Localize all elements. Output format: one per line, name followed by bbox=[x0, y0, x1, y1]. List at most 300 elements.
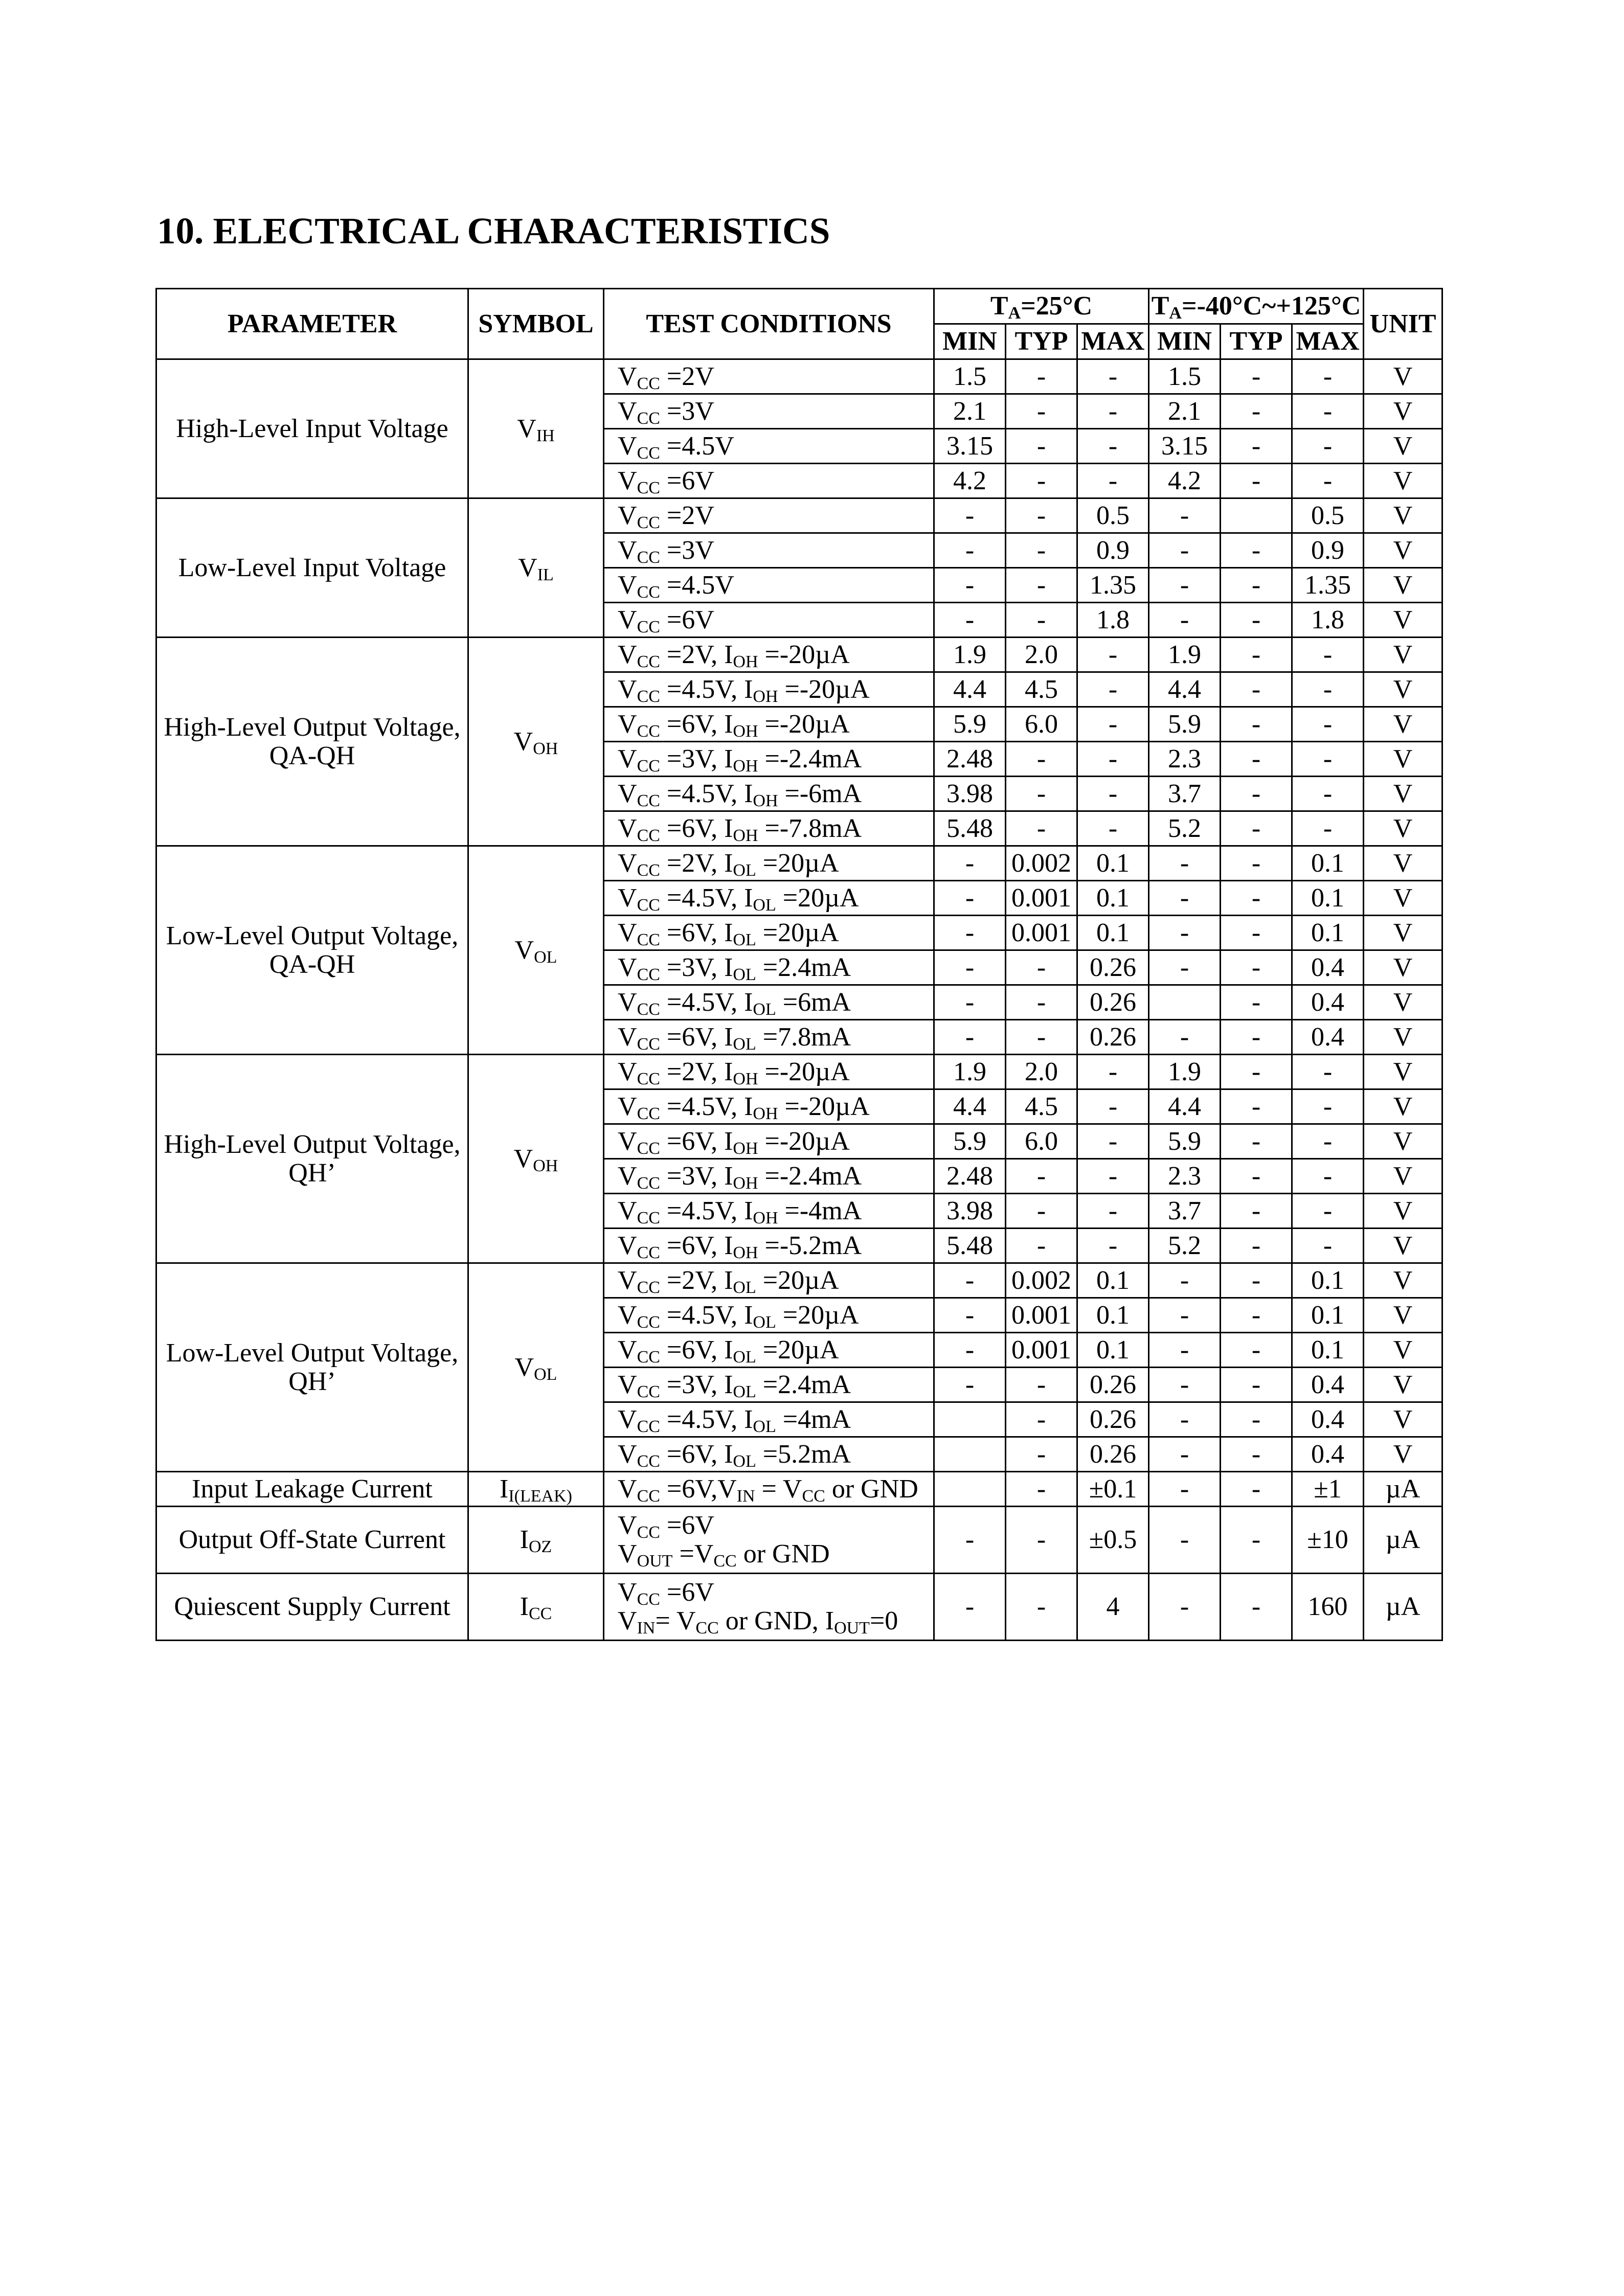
value-cell-min-25c: 4.2 bbox=[934, 464, 1006, 498]
value-cell-min-25c: 5.48 bbox=[934, 811, 1006, 846]
value-cell-max-25c: 0.1 bbox=[1077, 1263, 1149, 1298]
value-cell-typ-range: - bbox=[1221, 742, 1292, 777]
value-cell-min-range: - bbox=[1149, 1333, 1221, 1368]
value-cell-typ-range: - bbox=[1221, 533, 1292, 568]
test-condition-cell: $V_{CC} =6V,V_{IN} = V_{CC}$ or GND bbox=[604, 1472, 934, 1507]
test-condition-cell: $V_{CC} =2V$, $I_{OH} =-20\mu A$ bbox=[604, 638, 934, 672]
value-cell-min-range: 5.2 bbox=[1149, 1229, 1221, 1263]
table-row bbox=[156, 498, 1442, 533]
value-cell-typ-25c: - bbox=[1006, 533, 1077, 568]
value-cell-min-range: - bbox=[1149, 1402, 1221, 1437]
value-cell-min-range: - bbox=[1149, 533, 1221, 568]
value-cell-typ-range: - bbox=[1221, 1124, 1292, 1159]
table-row bbox=[156, 846, 1442, 881]
test-condition-cell: $V_{CC} =3V$, $I_{OH} =-2.4mA$ bbox=[604, 1159, 934, 1194]
header-ta-range: $T_A=-40^\circ C\sim+125^\circ C$ bbox=[1149, 289, 1364, 324]
table-row bbox=[156, 1055, 1442, 1089]
value-cell-typ-range: - bbox=[1221, 985, 1292, 1020]
value-cell-typ-25c: - bbox=[1006, 950, 1077, 985]
unit-cell: V bbox=[1364, 1159, 1442, 1194]
value-cell-max-25c: 0.26 bbox=[1077, 1020, 1149, 1055]
value-cell-typ-25c: 2.0 bbox=[1006, 1055, 1077, 1089]
parameter-cell: Low-Level Output Voltage, QA-QH bbox=[156, 846, 468, 1055]
symbol-cell: $I_{CC}$ bbox=[468, 1574, 604, 1641]
test-condition-cell: $V_{CC} =2V$, $I_{OH} =-20\mu A$ bbox=[604, 1055, 934, 1089]
value-cell-typ-range: - bbox=[1221, 672, 1292, 707]
electrical-characteristics-table bbox=[155, 288, 1443, 1641]
unit-cell: V bbox=[1364, 498, 1442, 533]
parameter-cell: Output Off-State Current bbox=[156, 1507, 468, 1574]
value-cell-max-25c: 0.26 bbox=[1077, 1402, 1149, 1437]
parameter-cell: Quiescent Supply Current bbox=[156, 1574, 468, 1641]
value-cell-min-range: 3.15 bbox=[1149, 429, 1221, 464]
test-condition-cell: $V_{CC} =3V$, $I_{OH} =-2.4mA$ bbox=[604, 742, 934, 777]
value-cell-typ-25c: 0.001 bbox=[1006, 916, 1077, 950]
value-cell-min-25c: - bbox=[934, 1263, 1006, 1298]
value-cell-min-25c: 1.5 bbox=[934, 359, 1006, 394]
value-cell-max-25c: - bbox=[1077, 1089, 1149, 1124]
value-cell-typ-25c: 2.0 bbox=[1006, 638, 1077, 672]
unit-cell: V bbox=[1364, 429, 1442, 464]
unit-cell: V bbox=[1364, 1229, 1442, 1263]
value-cell-max-range: - bbox=[1292, 742, 1364, 777]
value-cell-min-25c bbox=[934, 1402, 1006, 1437]
test-condition-cell: $V_{CC} =3V$ bbox=[604, 533, 934, 568]
unit-cell: V bbox=[1364, 533, 1442, 568]
unit-cell: µA bbox=[1364, 1472, 1442, 1507]
value-cell-typ-25c: - bbox=[1006, 811, 1077, 846]
value-cell-typ-range: - bbox=[1221, 1472, 1292, 1507]
value-cell-max-range: - bbox=[1292, 672, 1364, 707]
value-cell-min-range: - bbox=[1149, 1298, 1221, 1333]
value-cell-min-25c: 3.98 bbox=[934, 777, 1006, 811]
value-cell-min-range: - bbox=[1149, 1437, 1221, 1472]
test-condition-cell: $V_{CC} =6V$, $I_{OL} =20\mu A$ bbox=[604, 1333, 934, 1368]
value-cell-max-25c: 0.5 bbox=[1077, 498, 1149, 533]
value-cell-min-range: 5.9 bbox=[1149, 1124, 1221, 1159]
header-parameter: PARAMETER bbox=[156, 289, 468, 359]
value-cell-typ-25c: 0.001 bbox=[1006, 1333, 1077, 1368]
value-cell-typ-25c: - bbox=[1006, 498, 1077, 533]
value-cell-typ-25c: 0.002 bbox=[1006, 846, 1077, 881]
table-row bbox=[156, 359, 1442, 394]
value-cell-min-25c: - bbox=[934, 1333, 1006, 1368]
test-condition-cell: $V_{CC} =4.5V$, $I_{OL} =20\mu A$ bbox=[604, 1298, 934, 1333]
unit-cell: V bbox=[1364, 707, 1442, 742]
test-condition-cell: $V_{CC} =4.5V$, $I_{OL} =6mA$ bbox=[604, 985, 934, 1020]
parameter-cell: High-Level Output Voltage, QH’ bbox=[156, 1055, 468, 1263]
table-row bbox=[156, 1574, 1442, 1641]
header-max: MAX bbox=[1292, 324, 1364, 359]
unit-cell: V bbox=[1364, 1437, 1442, 1472]
value-cell-max-range: - bbox=[1292, 707, 1364, 742]
value-cell-typ-range: - bbox=[1221, 846, 1292, 881]
value-cell-typ-range: - bbox=[1221, 1333, 1292, 1368]
value-cell-min-25c: 2.1 bbox=[934, 394, 1006, 429]
value-cell-max-range: - bbox=[1292, 394, 1364, 429]
value-cell-min-range: 1.9 bbox=[1149, 1055, 1221, 1089]
value-cell-max-range: 0.1 bbox=[1292, 846, 1364, 881]
value-cell-min-25c: - bbox=[934, 603, 1006, 638]
value-cell-min-25c: 1.9 bbox=[934, 638, 1006, 672]
symbol-cell: $I_{I(LEAK)}$ bbox=[468, 1472, 604, 1507]
test-condition-cell: $V_{CC} =6V$ bbox=[604, 603, 934, 638]
test-condition-cell: $V_{CC} =3V$, $I_{OL} =2.4mA$ bbox=[604, 950, 934, 985]
value-cell-min-25c: - bbox=[934, 533, 1006, 568]
symbol-cell: $V_{OL}$ bbox=[468, 1263, 604, 1472]
value-cell-min-25c: - bbox=[934, 950, 1006, 985]
value-cell-max-25c: - bbox=[1077, 1124, 1149, 1159]
header-max: MAX bbox=[1077, 324, 1149, 359]
value-cell-max-range: - bbox=[1292, 1229, 1364, 1263]
value-cell-min-25c: - bbox=[934, 846, 1006, 881]
value-cell-max-25c: 0.1 bbox=[1077, 916, 1149, 950]
value-cell-max-range: 0.4 bbox=[1292, 1402, 1364, 1437]
value-cell-min-range: 1.5 bbox=[1149, 359, 1221, 394]
header-min: MIN bbox=[1149, 324, 1221, 359]
value-cell-typ-25c: - bbox=[1006, 1194, 1077, 1229]
value-cell-typ-range: - bbox=[1221, 1298, 1292, 1333]
value-cell-typ-25c: - bbox=[1006, 1402, 1077, 1437]
value-cell-max-25c: ±0.5 bbox=[1077, 1507, 1149, 1574]
value-cell-max-range: ±10 bbox=[1292, 1507, 1364, 1574]
value-cell-max-range: - bbox=[1292, 464, 1364, 498]
parameter-cell: High-Level Input Voltage bbox=[156, 359, 468, 498]
value-cell-min-25c: - bbox=[934, 881, 1006, 916]
test-condition-cell: $V_{CC} =4.5V$, $I_{OL} =20\mu A$ bbox=[604, 881, 934, 916]
test-condition-cell: $V_{CC} =4.5V$, $I_{OH} =-4mA$ bbox=[604, 1194, 934, 1229]
header-typ: TYP bbox=[1221, 324, 1292, 359]
value-cell-min-25c: - bbox=[934, 568, 1006, 603]
unit-cell: µA bbox=[1364, 1574, 1442, 1641]
value-cell-typ-range bbox=[1221, 498, 1292, 533]
value-cell-min-range: - bbox=[1149, 1574, 1221, 1641]
value-cell-min-range: - bbox=[1149, 950, 1221, 985]
unit-cell: V bbox=[1364, 464, 1442, 498]
test-condition-cell: $V_{CC} =6V$, $I_{OH} =-7.8mA$ bbox=[604, 811, 934, 846]
value-cell-min-25c: - bbox=[934, 1574, 1006, 1641]
value-cell-min-25c: 2.48 bbox=[934, 1159, 1006, 1194]
header-ta-25c: $T_A=25^\circ C$ bbox=[934, 289, 1149, 324]
value-cell-min-range: - bbox=[1149, 881, 1221, 916]
value-cell-min-range: - bbox=[1149, 1507, 1221, 1574]
test-condition-cell: $V_{CC} =6V$, $I_{OH} =-20\mu A$ bbox=[604, 707, 934, 742]
value-cell-max-range: 0.1 bbox=[1292, 1298, 1364, 1333]
unit-cell: V bbox=[1364, 568, 1442, 603]
unit-cell: V bbox=[1364, 950, 1442, 985]
value-cell-max-range: 0.1 bbox=[1292, 916, 1364, 950]
test-condition-cell: $V_{CC} =6V$ $V_{IN}= V_{CC}$ or GND, $I_{OUT}=0$ bbox=[604, 1574, 934, 1641]
value-cell-min-range: - bbox=[1149, 846, 1221, 881]
value-cell-typ-range: - bbox=[1221, 638, 1292, 672]
value-cell-typ-range: - bbox=[1221, 568, 1292, 603]
value-cell-max-25c: - bbox=[1077, 1194, 1149, 1229]
value-cell-typ-25c: - bbox=[1006, 1472, 1077, 1507]
value-cell-max-25c: 0.26 bbox=[1077, 950, 1149, 985]
value-cell-min-25c: - bbox=[934, 985, 1006, 1020]
value-cell-typ-range: - bbox=[1221, 1368, 1292, 1402]
value-cell-typ-25c: - bbox=[1006, 1229, 1077, 1263]
value-cell-min-25c: 4.4 bbox=[934, 672, 1006, 707]
value-cell-typ-range: - bbox=[1221, 811, 1292, 846]
value-cell-max-25c: - bbox=[1077, 1159, 1149, 1194]
value-cell-typ-25c: 6.0 bbox=[1006, 1124, 1077, 1159]
value-cell-typ-25c: - bbox=[1006, 603, 1077, 638]
unit-cell: V bbox=[1364, 1124, 1442, 1159]
value-cell-max-25c: 0.9 bbox=[1077, 533, 1149, 568]
value-cell-min-25c bbox=[934, 1472, 1006, 1507]
value-cell-max-range: 160 bbox=[1292, 1574, 1364, 1641]
value-cell-max-25c: 0.1 bbox=[1077, 881, 1149, 916]
header-unit: UNIT bbox=[1364, 289, 1442, 359]
value-cell-min-25c: 4.4 bbox=[934, 1089, 1006, 1124]
parameter-cell: High-Level Output Voltage, QA-QH bbox=[156, 638, 468, 846]
parameter-cell: Low-Level Input Voltage bbox=[156, 498, 468, 638]
value-cell-max-range: 0.4 bbox=[1292, 985, 1364, 1020]
value-cell-min-range: 5.2 bbox=[1149, 811, 1221, 846]
value-cell-typ-range: - bbox=[1221, 881, 1292, 916]
value-cell-typ-range: - bbox=[1221, 429, 1292, 464]
value-cell-max-25c: 0.26 bbox=[1077, 1437, 1149, 1472]
test-condition-cell: $V_{CC} =6V$, $I_{OL} =5.2mA$ bbox=[604, 1437, 934, 1472]
test-condition-cell: $V_{CC} =4.5V$, $I_{OL} =4mA$ bbox=[604, 1402, 934, 1437]
value-cell-typ-25c: 0.002 bbox=[1006, 1263, 1077, 1298]
value-cell-min-range: - bbox=[1149, 568, 1221, 603]
value-cell-min-range: 2.1 bbox=[1149, 394, 1221, 429]
unit-cell: V bbox=[1364, 916, 1442, 950]
test-condition-cell: $V_{CC} =2V$, $I_{OL} =20\mu A$ bbox=[604, 1263, 934, 1298]
value-cell-typ-25c: 6.0 bbox=[1006, 707, 1077, 742]
table-body bbox=[156, 359, 1442, 1641]
unit-cell: V bbox=[1364, 1263, 1442, 1298]
value-cell-typ-range: - bbox=[1221, 1194, 1292, 1229]
table-row bbox=[156, 1472, 1442, 1507]
value-cell-max-range: - bbox=[1292, 1194, 1364, 1229]
symbol-cell: $I_{OZ}$ bbox=[468, 1507, 604, 1574]
unit-cell: V bbox=[1364, 1368, 1442, 1402]
value-cell-max-range: - bbox=[1292, 777, 1364, 811]
test-condition-cell: $V_{CC} =2V$, $I_{OL} =20\mu A$ bbox=[604, 846, 934, 881]
unit-cell: V bbox=[1364, 359, 1442, 394]
value-cell-max-range: 0.9 bbox=[1292, 533, 1364, 568]
unit-cell: V bbox=[1364, 1020, 1442, 1055]
value-cell-min-25c: 3.15 bbox=[934, 429, 1006, 464]
value-cell-min-25c: 2.48 bbox=[934, 742, 1006, 777]
value-cell-typ-range: - bbox=[1221, 359, 1292, 394]
value-cell-typ-range: - bbox=[1221, 1263, 1292, 1298]
value-cell-typ-range: - bbox=[1221, 1437, 1292, 1472]
unit-cell: V bbox=[1364, 1194, 1442, 1229]
value-cell-typ-25c: - bbox=[1006, 1574, 1077, 1641]
table-row bbox=[156, 1507, 1442, 1574]
unit-cell: V bbox=[1364, 742, 1442, 777]
value-cell-min-25c: - bbox=[934, 1020, 1006, 1055]
value-cell-max-25c: 1.35 bbox=[1077, 568, 1149, 603]
value-cell-typ-range: - bbox=[1221, 1507, 1292, 1574]
value-cell-typ-range: - bbox=[1221, 394, 1292, 429]
value-cell-typ-25c: - bbox=[1006, 777, 1077, 811]
value-cell-typ-25c: - bbox=[1006, 1437, 1077, 1472]
value-cell-max-range: - bbox=[1292, 1124, 1364, 1159]
value-cell-max-25c: - bbox=[1077, 359, 1149, 394]
unit-cell: V bbox=[1364, 1089, 1442, 1124]
value-cell-typ-25c: - bbox=[1006, 464, 1077, 498]
value-cell-typ-range: - bbox=[1221, 950, 1292, 985]
value-cell-min-25c: 5.48 bbox=[934, 1229, 1006, 1263]
test-condition-cell: $V_{CC} =4.5V$, $I_{OH} =-6mA$ bbox=[604, 777, 934, 811]
value-cell-max-25c: - bbox=[1077, 742, 1149, 777]
value-cell-max-range: - bbox=[1292, 638, 1364, 672]
value-cell-typ-range: - bbox=[1221, 1574, 1292, 1641]
value-cell-min-25c: 3.98 bbox=[934, 1194, 1006, 1229]
value-cell-typ-range: - bbox=[1221, 916, 1292, 950]
symbol-cell: $V_{OL}$ bbox=[468, 846, 604, 1055]
table-row bbox=[156, 638, 1442, 672]
unit-cell: V bbox=[1364, 846, 1442, 881]
value-cell-typ-25c: - bbox=[1006, 985, 1077, 1020]
value-cell-max-25c: 0.26 bbox=[1077, 985, 1149, 1020]
value-cell-typ-range: - bbox=[1221, 603, 1292, 638]
unit-cell: V bbox=[1364, 603, 1442, 638]
value-cell-max-range: - bbox=[1292, 1159, 1364, 1194]
header-typ: TYP bbox=[1006, 324, 1077, 359]
value-cell-max-range: - bbox=[1292, 429, 1364, 464]
unit-cell: V bbox=[1364, 1333, 1442, 1368]
value-cell-min-25c: - bbox=[934, 1368, 1006, 1402]
value-cell-min-25c bbox=[934, 1437, 1006, 1472]
test-condition-cell: $V_{CC} =4.5V$ bbox=[604, 429, 934, 464]
value-cell-typ-range: - bbox=[1221, 1229, 1292, 1263]
value-cell-typ-range: - bbox=[1221, 1159, 1292, 1194]
test-condition-cell: $V_{CC} =3V$, $I_{OL} =2.4mA$ bbox=[604, 1368, 934, 1402]
parameter-cell: Low-Level Output Voltage, QH’ bbox=[156, 1263, 468, 1472]
value-cell-max-25c: 0.1 bbox=[1077, 1333, 1149, 1368]
value-cell-typ-25c: - bbox=[1006, 1368, 1077, 1402]
unit-cell: V bbox=[1364, 1055, 1442, 1089]
test-condition-cell: $V_{CC} =6V$ bbox=[604, 464, 934, 498]
value-cell-max-25c: 0.1 bbox=[1077, 846, 1149, 881]
value-cell-typ-25c: - bbox=[1006, 359, 1077, 394]
test-condition-cell: $V_{CC} =6V$, $I_{OL} =20\mu A$ bbox=[604, 916, 934, 950]
header-test-conditions: TEST CONDITIONS bbox=[604, 289, 934, 359]
symbol-cell: $V_{IH}$ bbox=[468, 359, 604, 498]
value-cell-min-range: - bbox=[1149, 1368, 1221, 1402]
table-header bbox=[156, 289, 1442, 359]
value-cell-typ-range: - bbox=[1221, 1055, 1292, 1089]
value-cell-typ-25c: - bbox=[1006, 568, 1077, 603]
value-cell-max-25c: - bbox=[1077, 1055, 1149, 1089]
value-cell-typ-range: - bbox=[1221, 707, 1292, 742]
test-condition-cell: $V_{CC} =6V$ $V_{OUT} =V_{CC}$ or GND bbox=[604, 1507, 934, 1574]
value-cell-max-25c: - bbox=[1077, 429, 1149, 464]
value-cell-min-range: 3.7 bbox=[1149, 1194, 1221, 1229]
value-cell-typ-25c: 4.5 bbox=[1006, 672, 1077, 707]
value-cell-max-range: 0.1 bbox=[1292, 1263, 1364, 1298]
value-cell-max-range: - bbox=[1292, 359, 1364, 394]
value-cell-min-25c: - bbox=[934, 498, 1006, 533]
value-cell-max-25c: 0.1 bbox=[1077, 1298, 1149, 1333]
parameter-cell: Input Leakage Current bbox=[156, 1472, 468, 1507]
unit-cell: V bbox=[1364, 985, 1442, 1020]
header-symbol: SYMBOL bbox=[468, 289, 604, 359]
value-cell-typ-25c: - bbox=[1006, 429, 1077, 464]
unit-cell: V bbox=[1364, 1402, 1442, 1437]
value-cell-max-25c: - bbox=[1077, 638, 1149, 672]
value-cell-max-range: - bbox=[1292, 1055, 1364, 1089]
test-condition-cell: $V_{CC} =3V$ bbox=[604, 394, 934, 429]
value-cell-max-range: 0.4 bbox=[1292, 1020, 1364, 1055]
value-cell-max-range: 1.8 bbox=[1292, 603, 1364, 638]
value-cell-min-range: 5.9 bbox=[1149, 707, 1221, 742]
unit-cell: V bbox=[1364, 672, 1442, 707]
value-cell-typ-25c: - bbox=[1006, 394, 1077, 429]
value-cell-min-range: 3.7 bbox=[1149, 777, 1221, 811]
unit-cell: V bbox=[1364, 881, 1442, 916]
value-cell-min-range: 2.3 bbox=[1149, 742, 1221, 777]
value-cell-typ-25c: - bbox=[1006, 1020, 1077, 1055]
value-cell-min-range: - bbox=[1149, 498, 1221, 533]
value-cell-min-range: - bbox=[1149, 603, 1221, 638]
value-cell-min-25c: - bbox=[934, 1507, 1006, 1574]
value-cell-min-25c: 1.9 bbox=[934, 1055, 1006, 1089]
value-cell-max-range: 0.1 bbox=[1292, 1333, 1364, 1368]
value-cell-typ-25c: - bbox=[1006, 742, 1077, 777]
value-cell-max-25c: - bbox=[1077, 464, 1149, 498]
value-cell-max-range: 1.35 bbox=[1292, 568, 1364, 603]
value-cell-max-25c: - bbox=[1077, 394, 1149, 429]
value-cell-typ-25c: - bbox=[1006, 1159, 1077, 1194]
test-condition-cell: $V_{CC} =4.5V$, $I_{OH} =-20\mu A$ bbox=[604, 672, 934, 707]
test-condition-cell: $V_{CC} =4.5V$, $I_{OH} =-20\mu A$ bbox=[604, 1089, 934, 1124]
value-cell-max-25c: - bbox=[1077, 777, 1149, 811]
unit-cell: V bbox=[1364, 638, 1442, 672]
value-cell-max-25c: - bbox=[1077, 811, 1149, 846]
value-cell-min-range bbox=[1149, 985, 1221, 1020]
value-cell-typ-range: - bbox=[1221, 1402, 1292, 1437]
value-cell-max-range: 0.4 bbox=[1292, 1437, 1364, 1472]
value-cell-max-range: - bbox=[1292, 811, 1364, 846]
value-cell-max-range: 0.4 bbox=[1292, 950, 1364, 985]
value-cell-min-range: - bbox=[1149, 1020, 1221, 1055]
test-condition-cell: $V_{CC} =2V$ bbox=[604, 498, 934, 533]
section-title: 10. ELECTRICAL CHARACTERISTICS bbox=[157, 210, 830, 252]
test-condition-cell: $V_{CC} =6V$, $I_{OH} =-5.2mA$ bbox=[604, 1229, 934, 1263]
value-cell-max-range: - bbox=[1292, 1089, 1364, 1124]
value-cell-max-25c: 1.8 bbox=[1077, 603, 1149, 638]
value-cell-min-range: 2.3 bbox=[1149, 1159, 1221, 1194]
unit-cell: V bbox=[1364, 1298, 1442, 1333]
test-condition-cell: $V_{CC} =2V$ bbox=[604, 359, 934, 394]
test-condition-cell: $V_{CC} =6V$, $I_{OL} =7.8mA$ bbox=[604, 1020, 934, 1055]
value-cell-min-range: - bbox=[1149, 916, 1221, 950]
value-cell-min-range: - bbox=[1149, 1263, 1221, 1298]
value-cell-max-25c: - bbox=[1077, 672, 1149, 707]
value-cell-max-range: 0.4 bbox=[1292, 1368, 1364, 1402]
value-cell-max-25c: - bbox=[1077, 1229, 1149, 1263]
value-cell-min-range: 4.2 bbox=[1149, 464, 1221, 498]
symbol-cell: $V_{OH}$ bbox=[468, 1055, 604, 1263]
value-cell-typ-range: - bbox=[1221, 1020, 1292, 1055]
value-cell-typ-25c: 0.001 bbox=[1006, 1298, 1077, 1333]
value-cell-min-range: 1.9 bbox=[1149, 638, 1221, 672]
value-cell-min-range: 4.4 bbox=[1149, 1089, 1221, 1124]
value-cell-max-range: 0.1 bbox=[1292, 881, 1364, 916]
value-cell-max-range: 0.5 bbox=[1292, 498, 1364, 533]
value-cell-max-25c: 0.26 bbox=[1077, 1368, 1149, 1402]
value-cell-min-range: - bbox=[1149, 1472, 1221, 1507]
value-cell-max-25c: ±0.1 bbox=[1077, 1472, 1149, 1507]
symbol-cell: $V_{OH}$ bbox=[468, 638, 604, 846]
